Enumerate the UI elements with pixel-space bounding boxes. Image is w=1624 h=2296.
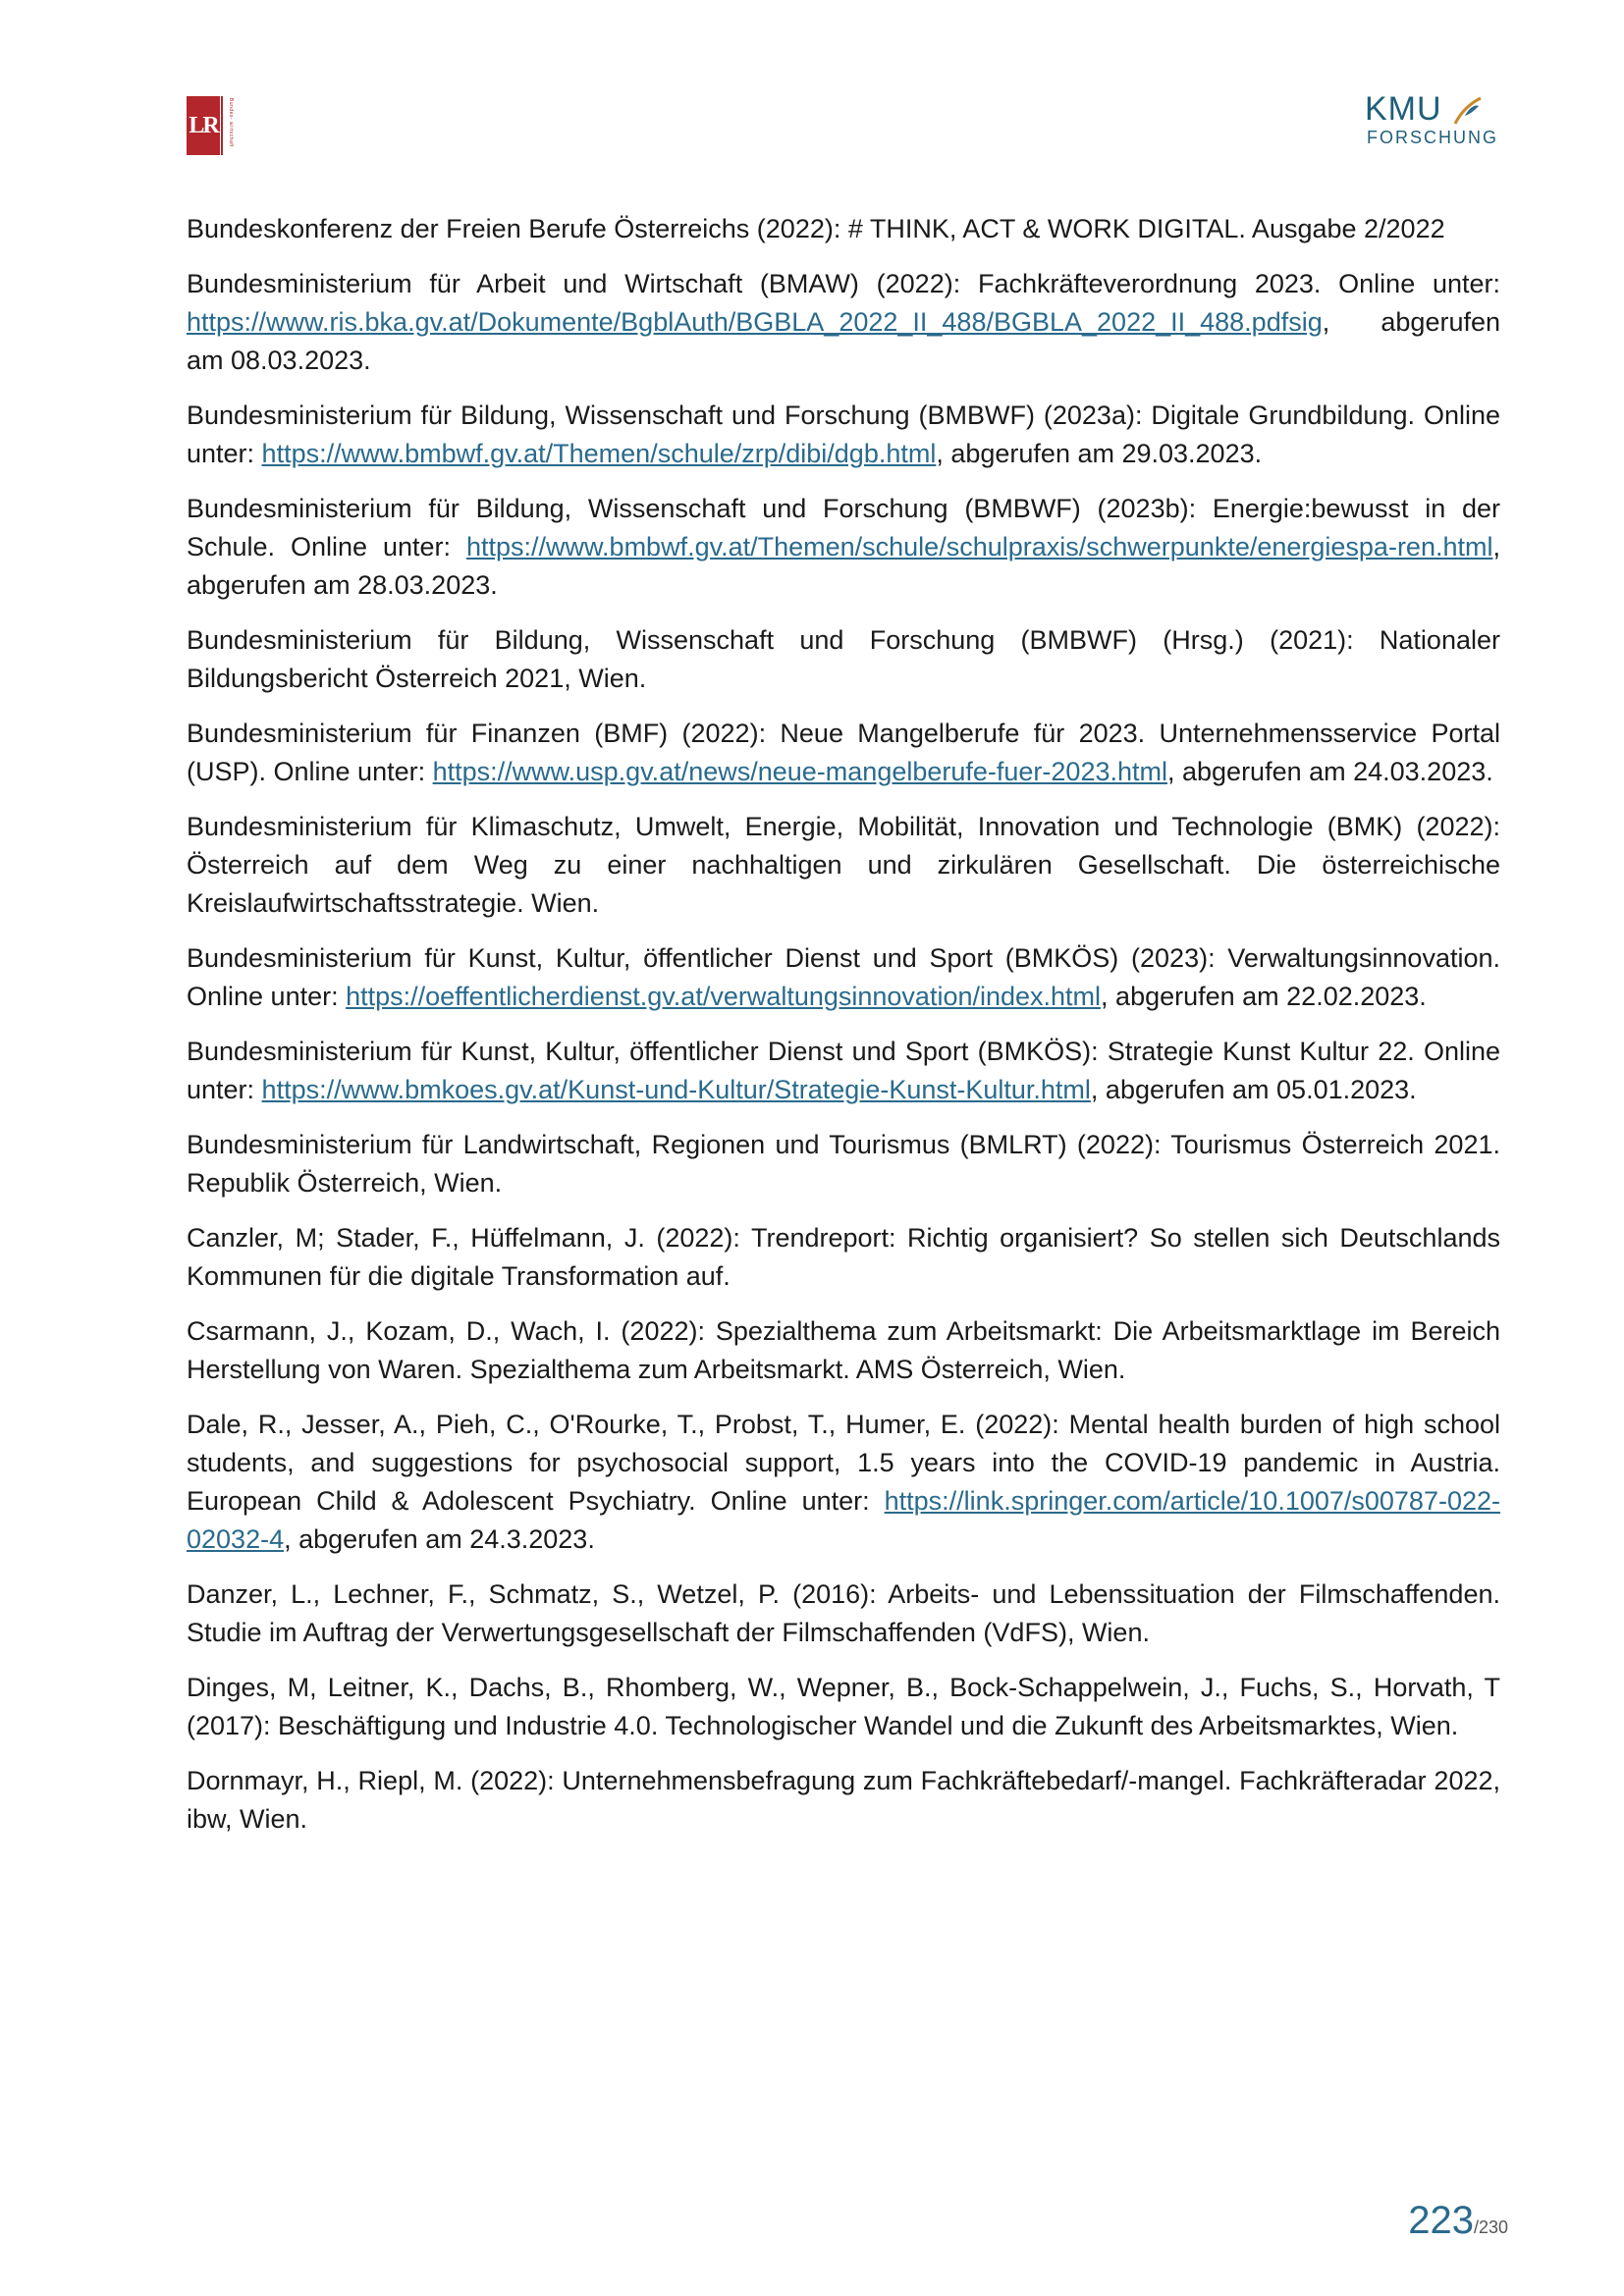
reference-suffix: , abgerufen am 05.01.2023. <box>1090 1075 1417 1104</box>
reference-suffix: , abgerufen am 22.02.2023. <box>1101 982 1427 1011</box>
reference-text: Csarmann, J., Kozam, D., Wach, I. (2022): Spezialthema zum Arbeitsmarkt: Die Arbeitsmarktlage im Bereich Herstellung von Waren. Spezialthema zum Arbeitsmarkt. AMS Österreich, Wien. <box>187 1316 1500 1384</box>
kmu-forschung-logo <box>1365 90 1498 159</box>
reference-entry <box>187 939 1500 1016</box>
reference-entry <box>187 1312 1500 1389</box>
reference-list <box>187 210 1500 1855</box>
reference-text: Canzler, M; Stader, F., Hüffelmann, J. (2022): Trendreport: Richtig organisiert? So stellen sich Deutschlands Kommunen für die digitale Transformation auf. <box>187 1223 1500 1291</box>
lr-logo-side-text: Bundes- wirtschaft <box>228 97 234 148</box>
forschung-logo-text: FORSCHUNG <box>1367 128 1498 147</box>
reference-text: Dale, R., Jesser, A., Pieh, C., O'Rourke, T., Probst, T., Humer, E. (2022): Mental health burden of high school students, and suggestions for psychosocial support, 1.5 years into the COVID-19 pandemic in Austria. European Child & Adolescent Psychiatry. Online unter: <box>187 1410 1500 1516</box>
page-number-current: 223 <box>1408 2199 1474 2242</box>
reference-text: Dornmayr, H., Riepl, M. (2022): Unternehmensbefragung zum Fachkräftebedarf/-mangel. Fachkräfteradar 2022, ibw, Wien. <box>187 1766 1500 1834</box>
reference-entry <box>187 1406 1500 1559</box>
reference-suffix: , abgerufen am 28.03.2023. <box>187 532 1500 600</box>
reference-suffix: , abgerufen am 24.3.2023. <box>284 1524 595 1554</box>
page-number-total: /230 <box>1473 2217 1508 2237</box>
page-number <box>1408 2199 1508 2243</box>
reference-entry <box>187 265 1500 380</box>
reference-entry <box>187 1219 1500 1296</box>
reference-text: Bundesministerium für Arbeit und Wirtschaft (BMAW) (2022): Fachkräfteverordnung 2023. Online unter: <box>187 269 1500 298</box>
reference-entry <box>187 808 1500 923</box>
reference-entry <box>187 1669 1500 1745</box>
reference-entry <box>187 1762 1500 1839</box>
reference-link[interactable]: https://www.bmbwf.gv.at/Themen/schule/schulpraxis/schwerpunkte/energiespa-ren.html <box>466 532 1493 561</box>
page-header <box>0 0 1624 177</box>
reference-text: Bundesministerium für Bildung, Wissenschaft und Forschung (BMBWF) (2023a): Digitale Grundbildung. Online unter: <box>187 400 1500 468</box>
kmu-logo-text: KMU <box>1365 90 1442 128</box>
reference-link[interactable]: https://link.springer.com/article/10.1007/s00787-022-02032-4 <box>187 1486 1500 1554</box>
reference-text: Bundesministerium für Klimaschutz, Umwelt, Energie, Mobilität, Innovation und Technologie (BMK) (2022): Österreich auf dem Weg zu einer nachhaltigen und zirkulären Gesellschaft. Die österreichische Kreislaufwirtschaftsstrategie. Wien. <box>187 812 1500 918</box>
reference-text: Danzer, L., Lechner, F., Schmatz, S., Wetzel, P. (2016): Arbeits- und Lebenssituation der Filmschaffenden. Studie im Auftrag der Verwertungsgesellschaft der Filmschaffenden (VdFS), Wien. <box>187 1579 1500 1647</box>
reference-entry <box>187 397 1500 473</box>
reference-entry <box>187 490 1500 605</box>
reference-link[interactable]: https://www.bmkoes.gv.at/Kunst-und-Kultur/Strategie-Kunst-Kultur.html <box>261 1075 1091 1104</box>
reference-text: Bundesministerium für Finanzen (BMF) (2022): Neue Mangelberufe für 2023. Unternehmensservice Portal (USP). Online unter: <box>187 719 1500 786</box>
reference-entry <box>187 621 1500 698</box>
reference-link[interactable]: https://oeffentlicherdienst.gv.at/verwaltungsinnovation/index.html <box>346 982 1102 1011</box>
reference-text: Bundesministerium für Bildung, Wissenschaft und Forschung (BMBWF) (Hrsg.) (2021): Nationaler Bildungsbericht Österreich 2021, Wien. <box>187 625 1500 693</box>
reference-link[interactable]: https://www.bmbwf.gv.at/Themen/schule/zrp/dibi/dgb.html <box>261 439 937 468</box>
reference-text: Bundeskonferenz der Freien Berufe Österreichs (2022): # THINK, ACT & WORK DIGITAL. Ausgabe 2/2022 <box>187 214 1445 243</box>
reference-entry <box>187 1575 1500 1652</box>
reference-link[interactable]: https://www.usp.gv.at/news/neue-mangelberufe-fuer-2023.html <box>432 757 1167 786</box>
reference-text: Bundesministerium für Kunst, Kultur, öffentlicher Dienst und Sport (BMKÖS) (2023): Verwaltungsinnovation. Online unter: <box>187 943 1500 1011</box>
reference-suffix: , abgerufen am 24.03.2023. <box>1167 757 1493 786</box>
lr-logo-mark: LR <box>187 96 220 155</box>
reference-text: Bundesministerium für Landwirtschaft, Regionen und Tourismus (BMLRT) (2022): Tourismus Österreich 2021. Republik Österreich, Wien. <box>187 1130 1500 1198</box>
reference-entry <box>187 715 1500 791</box>
reference-suffix: , abgerufen am 08.03.2023. <box>187 307 1500 375</box>
reference-link[interactable]: https://www.ris.bka.gv.at/Dokumente/BgblAuth/BGBLA_2022_II_488/BGBLA_2022_II_488.pdfsig <box>187 307 1323 337</box>
leaf-icon <box>1451 94 1485 128</box>
reference-text: Dinges, M, Leitner, K., Dachs, B., Rhomberg, W., Wepner, B., Bock-Schappelwein, J., Fuchs, S., Horvath, T (2017): Beschäftigung und Industrie 4.0. Technologischer Wandel und die Zukunft des Arbeitsmarktes, Wien. <box>187 1673 1500 1740</box>
reference-entry <box>187 1126 1500 1202</box>
lr-logo <box>187 96 238 155</box>
reference-entry <box>187 210 1500 248</box>
reference-text: Bundesministerium für Kunst, Kultur, öffentlicher Dienst und Sport (BMKÖS): Strategie Kunst Kultur 22. Online unter: <box>187 1037 1500 1104</box>
reference-text: Bundesministerium für Bildung, Wissenschaft und Forschung (BMBWF) (2023b): Energie:bewusst in der Schule. Online unter: <box>187 494 1500 561</box>
reference-suffix: , abgerufen am 29.03.2023. <box>936 439 1263 468</box>
reference-entry <box>187 1033 1500 1109</box>
